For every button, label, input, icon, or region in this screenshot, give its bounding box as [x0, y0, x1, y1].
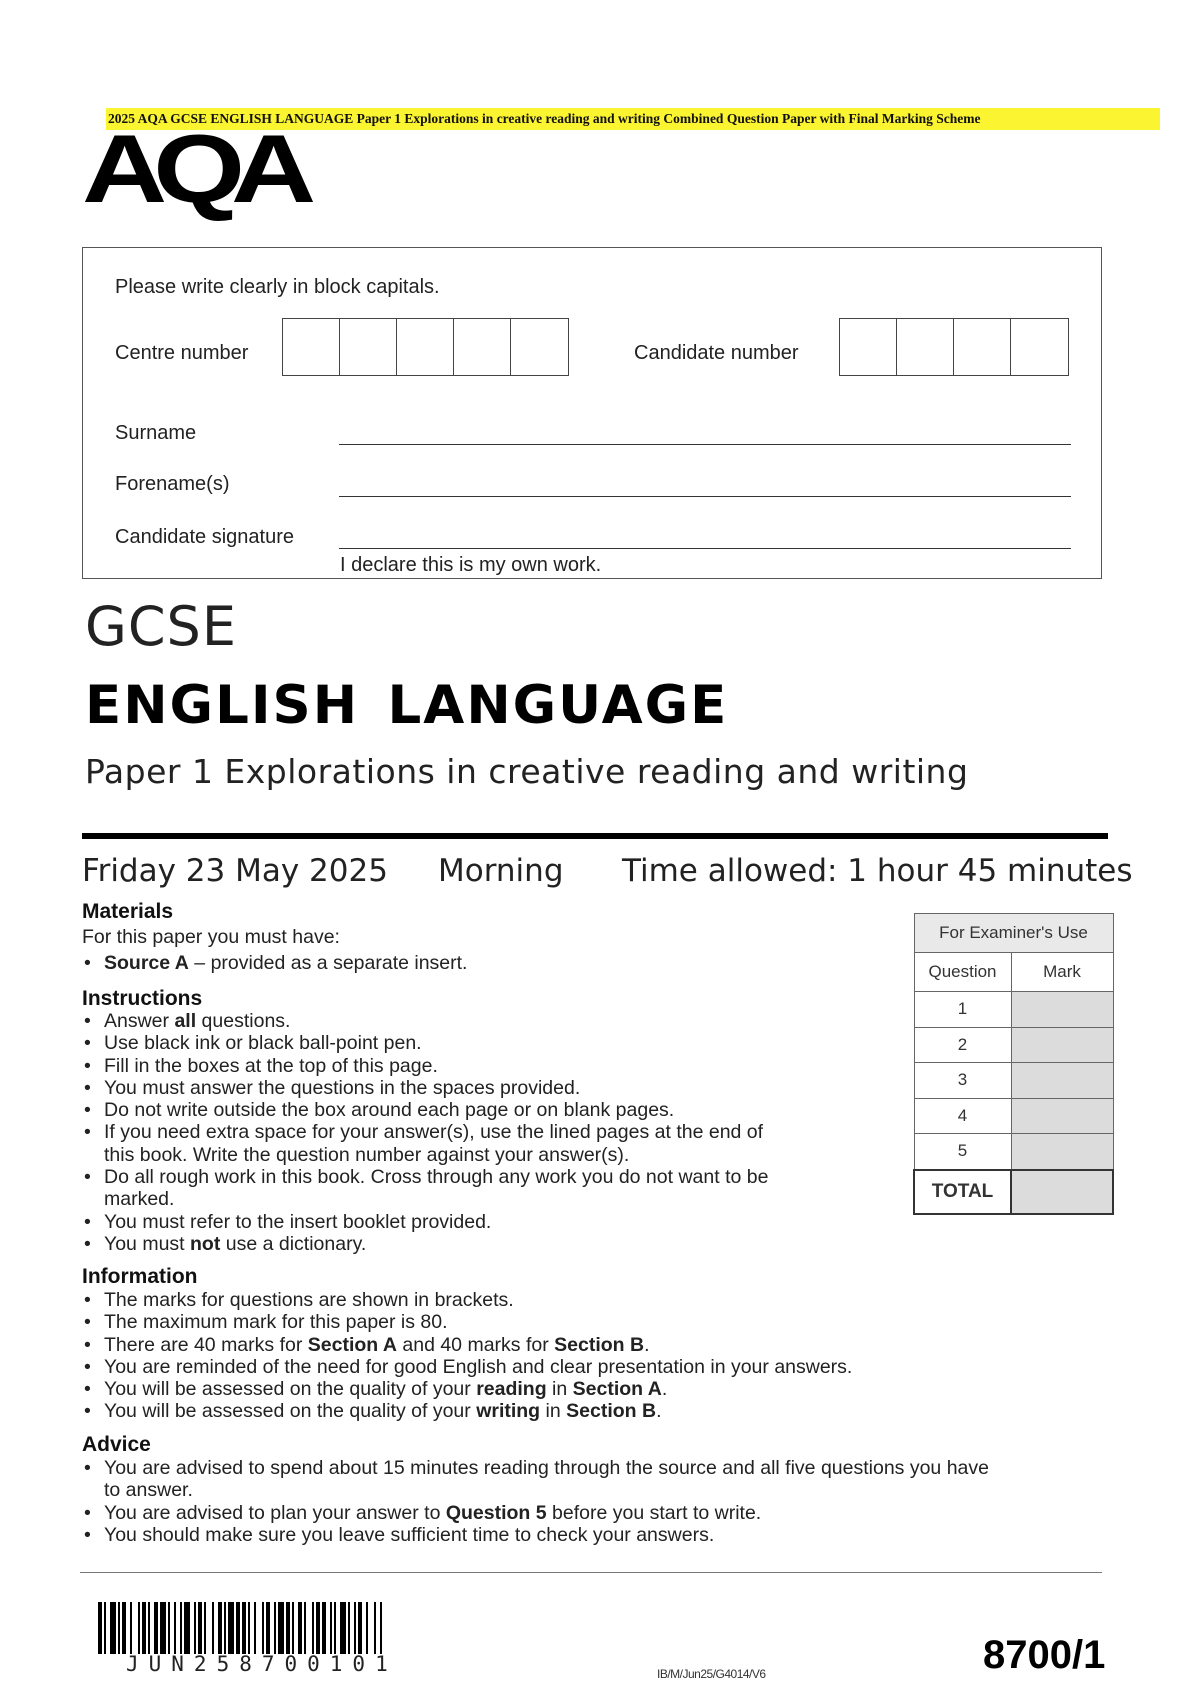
- question-number: 5: [914, 1134, 1011, 1170]
- surname-field[interactable]: [339, 444, 1071, 445]
- mark-cell: [1011, 1134, 1113, 1170]
- centre-digit-box[interactable]: [397, 319, 454, 375]
- barcode-image: [98, 1602, 483, 1654]
- list-item: • You must answer the questions in the spaces provided.: [82, 1077, 882, 1099]
- question-column-header: Question: [914, 953, 1011, 992]
- time-allowed: Time allowed: 1 hour 45 minutes: [622, 853, 1133, 889]
- candidate-digit-box[interactable]: [1011, 319, 1068, 375]
- list-item: • There are 40 marks for Section A and 40 marks for Section B.: [82, 1334, 1082, 1356]
- paper-code: 8700/1: [983, 1633, 1106, 1677]
- mark-cell: [1011, 1027, 1113, 1063]
- list-item: • You will be assessed on the quality of your reading in Section A.: [82, 1378, 1082, 1400]
- forenames-field[interactable]: [339, 496, 1071, 497]
- total-label: TOTAL: [914, 1170, 1011, 1214]
- total-mark-cell: [1011, 1170, 1113, 1214]
- information-list: [82, 1289, 1082, 1423]
- list-item: • You should make sure you leave sufficient time to check your answers.: [82, 1524, 1112, 1546]
- materials-intro: For this paper you must have:: [82, 926, 340, 948]
- centre-digit-box[interactable]: [283, 319, 340, 375]
- centre-number-boxes[interactable]: [282, 318, 569, 376]
- centre-number-label: Centre number: [115, 342, 249, 364]
- list-item: • If you need extra space for your answer(s), use the lined pages at the end of this book. Write the question number against your answer(s).: [82, 1121, 882, 1166]
- exam-date: Friday 23 May 2025: [82, 853, 388, 889]
- question-number: 2: [914, 1027, 1011, 1063]
- list-item: • Fill in the boxes at the top of this page.: [82, 1055, 882, 1077]
- centre-digit-box[interactable]: [454, 319, 511, 375]
- list-item: • You are advised to plan your answer to Question 5 before you start to write.: [82, 1502, 1112, 1524]
- aqa-logo: AQA: [82, 115, 303, 224]
- mark-cell: [1011, 1063, 1113, 1099]
- centre-digit-box[interactable]: [511, 319, 568, 375]
- candidate-number-label: Candidate number: [634, 342, 799, 364]
- mark-column-header: Mark: [1011, 953, 1113, 992]
- surname-label: Surname: [115, 422, 197, 444]
- candidate-details-box: [82, 247, 1102, 579]
- subject-title: ENGLISH LANGUAGE: [85, 675, 729, 736]
- list-item: • Do not write outside the box around each page or on blank pages.: [82, 1099, 882, 1121]
- list-item: • Answer all questions.: [82, 1010, 882, 1032]
- list-item: • Do all rough work in this book. Cross through any work you do not want to be marked.: [82, 1166, 882, 1211]
- list-item: • You must not use a dictionary.: [82, 1233, 882, 1255]
- mark-cell: [1011, 1098, 1113, 1134]
- examiners-use-table: [913, 913, 1114, 1215]
- candidate-digit-box[interactable]: [954, 319, 1011, 375]
- list-item: • You must refer to the insert booklet provided.: [82, 1211, 882, 1233]
- candidate-digit-box[interactable]: [840, 319, 897, 375]
- barcode-number: JUN258700101: [126, 1652, 398, 1676]
- list-item: • The marks for questions are shown in brackets.: [82, 1289, 1082, 1311]
- materials-list: [82, 952, 842, 974]
- document-title-banner: 2025 AQA GCSE ENGLISH LANGUAGE Paper 1 Explorations in creative reading and writing Combined Question Paper with Final Marking Scheme: [106, 108, 1160, 130]
- instructions-list: [82, 1010, 882, 1255]
- examiners-use-title: For Examiner's Use: [914, 914, 1113, 953]
- question-number: 3: [914, 1063, 1011, 1099]
- candidate-number-boxes[interactable]: [839, 318, 1069, 376]
- advice-heading: Advice: [82, 1433, 151, 1456]
- list-item: • Use black ink or black ball-point pen.: [82, 1032, 882, 1054]
- information-heading: Information: [82, 1265, 198, 1288]
- centre-digit-box[interactable]: [340, 319, 397, 375]
- materials-heading: Materials: [82, 900, 174, 923]
- question-number: 1: [914, 992, 1011, 1028]
- paper-title: Paper 1 Explorations in creative reading and writing: [85, 752, 969, 791]
- divider-rule: [82, 833, 1108, 839]
- declaration-text: I declare this is my own work.: [340, 554, 602, 576]
- advice-list: [82, 1457, 1112, 1546]
- list-item: • You are reminded of the need for good English and clear presentation in your answers.: [82, 1356, 1082, 1378]
- block-capitals-instruction: Please write clearly in block capitals.: [115, 276, 440, 298]
- list-item: • Source A – provided as a separate insert.: [82, 952, 842, 974]
- instructions-heading: Instructions: [82, 987, 203, 1010]
- question-number: 4: [914, 1098, 1011, 1134]
- list-item: • You are advised to spend about 15 minutes reading through the source and all five questions you have to answer.: [82, 1457, 1112, 1502]
- signature-field[interactable]: [339, 548, 1071, 549]
- qualification-title: GCSE: [85, 595, 237, 658]
- list-item: • You will be assessed on the quality of your writing in Section B.: [82, 1400, 1082, 1422]
- mark-cell: [1011, 992, 1113, 1028]
- document-reference: IB/M/Jun25/G4014/V6: [657, 1667, 766, 1681]
- exam-session: Morning: [438, 853, 564, 889]
- candidate-digit-box[interactable]: [897, 319, 954, 375]
- footer-rule: [80, 1572, 1102, 1573]
- forenames-label: Forename(s): [115, 473, 230, 495]
- list-item: • The maximum mark for this paper is 80.: [82, 1311, 1082, 1333]
- signature-label: Candidate signature: [115, 526, 295, 548]
